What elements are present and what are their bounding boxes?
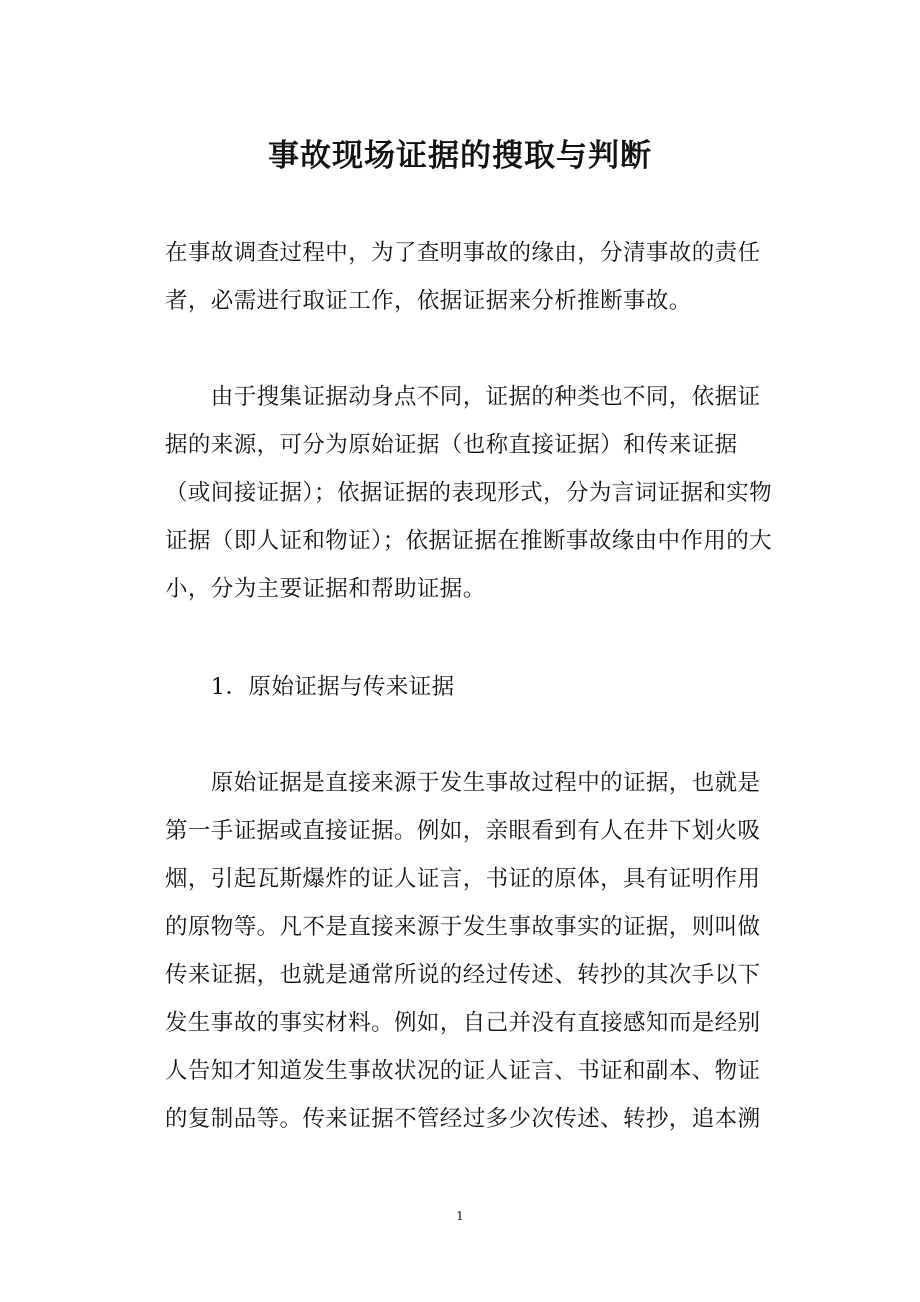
page-number: 1 <box>456 1209 464 1223</box>
section-heading-text: 1．原始证据与传来证据 <box>165 674 455 700</box>
text-line: 在事故调查过程中，为了查明事故的缘由，分清事故的责任 <box>165 240 761 266</box>
text-line: 由于搜集证据动身点不同，证据的种类也不同，依据证 <box>165 384 761 410</box>
text-line: 者，必需进行取证工作，依据证据来分析推断事故。 <box>165 288 692 314</box>
text-line: 发生事故的事实材料。例如，自己并没有直接感知而是经别 <box>165 1010 761 1036</box>
text-line: 人告知才知道发生事故状况的证人证言、书证和副本、物证 <box>165 1058 761 1084</box>
text-line: 的复制品等。传来证据不管经过多少次传述、转抄，追本溯 <box>165 1106 761 1132</box>
document-title: 事故现场证据的搜取与判断 <box>268 138 652 174</box>
text-line: 小，分为主要证据和帮助证据。 <box>165 576 486 602</box>
text-line: 的原物等。凡不是直接来源于发生事故事实的证据，则叫做 <box>165 914 761 940</box>
text-line: 原始证据是直接来源于发生事故过程中的证据，也就是 <box>165 770 761 796</box>
text-line: 据的来源，可分为原始证据（也称直接证据）和传来证据 <box>165 432 738 458</box>
text-line: 烟，引起瓦斯爆炸的证人证言，书证的原体，具有证明作用 <box>165 866 761 892</box>
text-line: 第一手证据或直接证据。例如，亲眼看到有人在井下划火吸 <box>165 818 761 844</box>
text-line: 证据（即人证和物证）；依据证据在推断事故缘由中作用的大 <box>165 528 773 554</box>
text-line: （或间接证据）；依据证据的表现形式，分为言词证据和实物 <box>165 480 773 506</box>
text-line: 传来证据，也就是通常所说的经过传述、转抄的其次手以下 <box>165 962 761 988</box>
